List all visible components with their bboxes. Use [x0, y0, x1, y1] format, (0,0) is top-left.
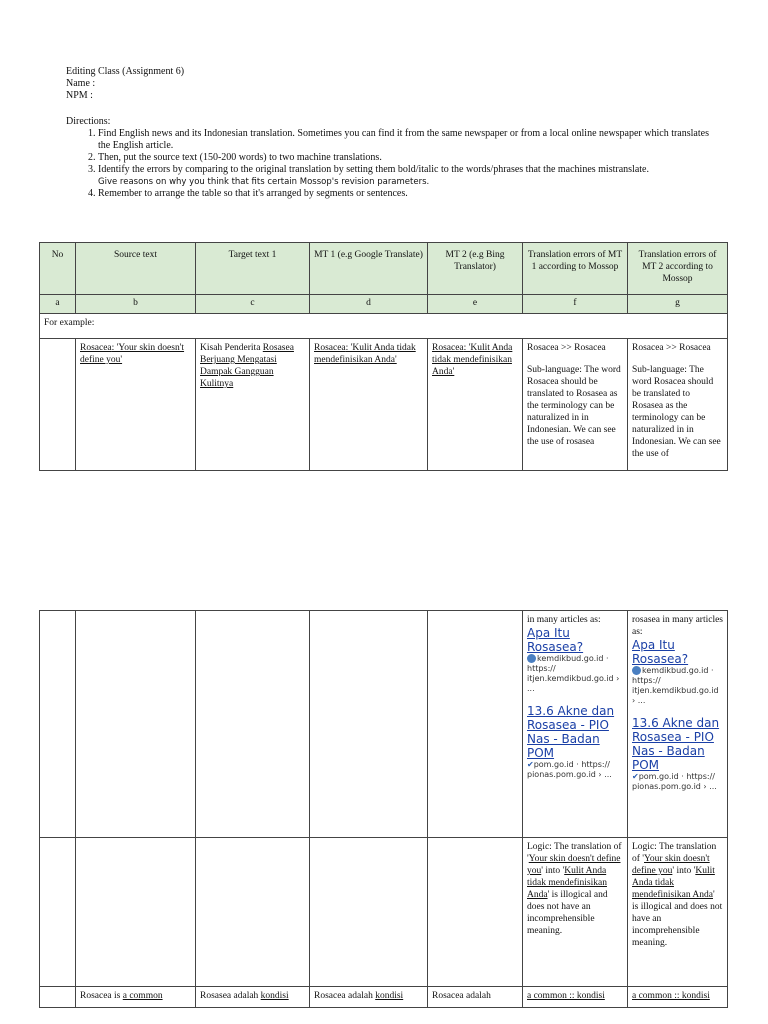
- cell-errors-mt2: [628, 987, 728, 1008]
- reference-url[interactable]: kemdikbud.go.id · https:// itjen.kemdikbud.go.id › ...: [527, 654, 620, 693]
- cell-target: [196, 838, 310, 987]
- mt1-text: Rosacea adalah: [314, 991, 376, 1001]
- reference-url[interactable]: pom.go.id · https:// pionas.pom.go.id › ...: [632, 772, 717, 791]
- col-header-errors-mt2: Translation errors of MT 2 according to Mossop: [628, 243, 728, 295]
- cell-mt2: [428, 339, 523, 471]
- table-row: [40, 987, 728, 1008]
- logic-text: ' into ': [541, 866, 565, 876]
- col-letter: f: [523, 295, 628, 314]
- logic-text: ' is illogical and does not have an incomprehensible meaning.: [632, 890, 723, 948]
- logic-source-quote: Your skin doesn't define you: [527, 854, 621, 876]
- globe-icon: [527, 654, 536, 663]
- document-header: [66, 66, 184, 102]
- cell-source: [76, 987, 196, 1008]
- mt1-term: Rosacea: [314, 343, 346, 353]
- globe-icon: [632, 666, 641, 675]
- cell-no: [40, 611, 76, 838]
- cell-mt1: [310, 339, 428, 471]
- col-header-mt1: MT 1 (e.g Google Translate): [310, 243, 428, 295]
- reference-link[interactable]: Apa Itu Rosasea?: [527, 626, 584, 654]
- logic-mt-quote: Kulit Anda tidak mendefinisikan Anda: [527, 866, 607, 900]
- directions-section: [66, 116, 716, 200]
- cell-target: [196, 987, 310, 1008]
- error-mapping: Rosacea >> Rosacea: [527, 343, 606, 353]
- name-field-label: Name :: [66, 78, 96, 89]
- logic-text: ' is illogical and does not have an incomprehensible meaning.: [527, 890, 608, 936]
- col-letter: e: [428, 295, 523, 314]
- col-header-mt2: MT 2 (e.g Bing Translator): [428, 243, 523, 295]
- table-letter-row: [40, 295, 728, 314]
- reference-intro: rosasea in many articles as:: [632, 615, 724, 637]
- cell-errors-mt1: [523, 611, 628, 838]
- cell-mt2: [428, 838, 523, 987]
- translation-table: [39, 242, 728, 471]
- col-header-no: No: [40, 243, 76, 295]
- direction-item: [98, 164, 716, 188]
- target-text: Kisah Penderita: [200, 343, 263, 353]
- col-letter: d: [310, 295, 428, 314]
- mt2-term: Rosacea: [432, 343, 464, 353]
- logic-source-quote: Your skin doesn't define you: [632, 854, 710, 876]
- reference-link[interactable]: 13.6 Akne dan Rosasea - PIO Nas - Badan POM: [632, 716, 720, 772]
- table-row: [40, 611, 728, 838]
- cell-source: [76, 838, 196, 987]
- target-phrase: Berjuang Mengatasi Dampak Gangguan Kulitnya: [200, 355, 277, 389]
- reference-link[interactable]: Apa Itu Rosasea?: [632, 638, 689, 666]
- target-text: Rosasea adalah: [200, 991, 261, 1001]
- cell-mt2: [428, 611, 523, 838]
- direction-item-note: Give reasons on why you think that fits certain Mossop's revision parameters.: [98, 177, 430, 187]
- cell-errors-mt1: [523, 987, 628, 1008]
- logic-text: ' into ': [672, 866, 696, 876]
- source-text: Rosacea is: [80, 991, 123, 1001]
- mt2-phrase: : 'Kulit Anda tidak mendefinisikan Anda': [432, 343, 513, 377]
- col-header-source: Source text: [76, 243, 196, 295]
- assignment-title: Editing Class (Assignment 6): [66, 66, 185, 77]
- col-header-errors-mt1: Translation errors of MT 1 according to Mossop: [523, 243, 628, 295]
- reference-url[interactable]: pom.go.id · https:// pionas.pom.go.id › ...: [527, 760, 612, 779]
- cell-mt1: [310, 611, 428, 838]
- source-term: Rosacea: [80, 343, 112, 353]
- directions-list: [66, 128, 716, 200]
- source-phrase: : 'Your skin doesn't define you': [80, 343, 185, 365]
- target-term: Rosasea: [262, 343, 294, 353]
- cell-source: [76, 339, 196, 471]
- error-mapping: Rosacea >> Rosacea: [632, 343, 711, 353]
- reference-intro: in many articles as:: [527, 615, 601, 625]
- mt1-phrase: kondisi: [375, 991, 404, 1001]
- cell-logic-mt2: [628, 838, 728, 987]
- error-explanation: Sub-language: The word Rosacea should be translated to Rosasea as the terminology can be naturalized in in Indonesian. We can see the use of: [632, 365, 721, 459]
- target-phrase: kondisi: [260, 991, 289, 1001]
- npm-field-label: NPM :: [66, 90, 93, 101]
- cell-errors-mt2: [628, 339, 728, 471]
- reference-url[interactable]: kemdikbud.go.id · https:// itjen.kemdikbud.go.id › ...: [632, 666, 719, 705]
- verified-check-icon: ✔: [527, 760, 534, 769]
- cell-no: [40, 339, 76, 471]
- mt1-phrase: : 'Kulit Anda tidak mendefinisikan Anda': [314, 343, 416, 365]
- error-explanation: Sub-language: The word Rosacea should be translated to Rosasea as the terminology can be naturalized in in Indonesian. We can see the use of rosasea: [527, 365, 621, 447]
- reference-source: [527, 760, 623, 780]
- cell-no: [40, 987, 76, 1008]
- cell-target: [196, 339, 310, 471]
- col-header-target: Target text 1: [196, 243, 310, 295]
- error-mapping: a common :: kondisi: [632, 991, 710, 1001]
- reference-source: [632, 772, 723, 792]
- verified-check-icon: ✔: [632, 772, 639, 781]
- direction-item: 4. Remember to arrange the table so that it's arranged by segments or sentences.: [98, 188, 716, 200]
- reference-source: [632, 666, 723, 706]
- col-letter: b: [76, 295, 196, 314]
- logic-mt-quote: Kulit Anda tidak mendefinisikan Anda: [632, 866, 715, 900]
- direction-item: 1. Find English news and its Indonesian translation. Sometimes you can find it from the same newspaper or from a local online newspaper which translates the English article.: [98, 128, 716, 152]
- table-row: [40, 339, 728, 471]
- direction-item: 2. Then, put the source text (150-200 words) to two machine translations.: [98, 152, 716, 164]
- table-header-row: [40, 243, 728, 295]
- example-label: For example:: [40, 314, 728, 339]
- cell-logic-mt1: [523, 838, 628, 987]
- logic-text: Logic: The translation of ': [632, 842, 717, 864]
- cell-no: [40, 838, 76, 987]
- reference-link[interactable]: 13.6 Akne dan Rosasea - PIO Nas - Badan POM: [527, 704, 615, 760]
- error-mapping: a common :: kondisi: [527, 991, 605, 1001]
- example-label-row: [40, 314, 728, 339]
- translation-table-continued: [39, 610, 728, 1008]
- cell-errors-mt2: [628, 611, 728, 838]
- source-phrase: a common: [122, 991, 163, 1001]
- col-letter: a: [40, 295, 76, 314]
- col-letter: c: [196, 295, 310, 314]
- table-row: [40, 838, 728, 987]
- cell-source: [76, 611, 196, 838]
- logic-text: Logic: The translation of ': [527, 842, 622, 864]
- direction-item-text: Identify the errors by comparing to the original translation by setting them bold/italic to the words/phrases that the machines mistranslate.: [98, 164, 649, 175]
- directions-label: Directions:: [66, 116, 111, 127]
- reference-source: [527, 654, 623, 694]
- col-letter: g: [628, 295, 728, 314]
- cell-mt1: [310, 987, 428, 1008]
- cell-target: [196, 611, 310, 838]
- cell-errors-mt1: [523, 339, 628, 471]
- cell-mt2: Rosacea adalah: [428, 987, 523, 1008]
- cell-mt1: [310, 838, 428, 987]
